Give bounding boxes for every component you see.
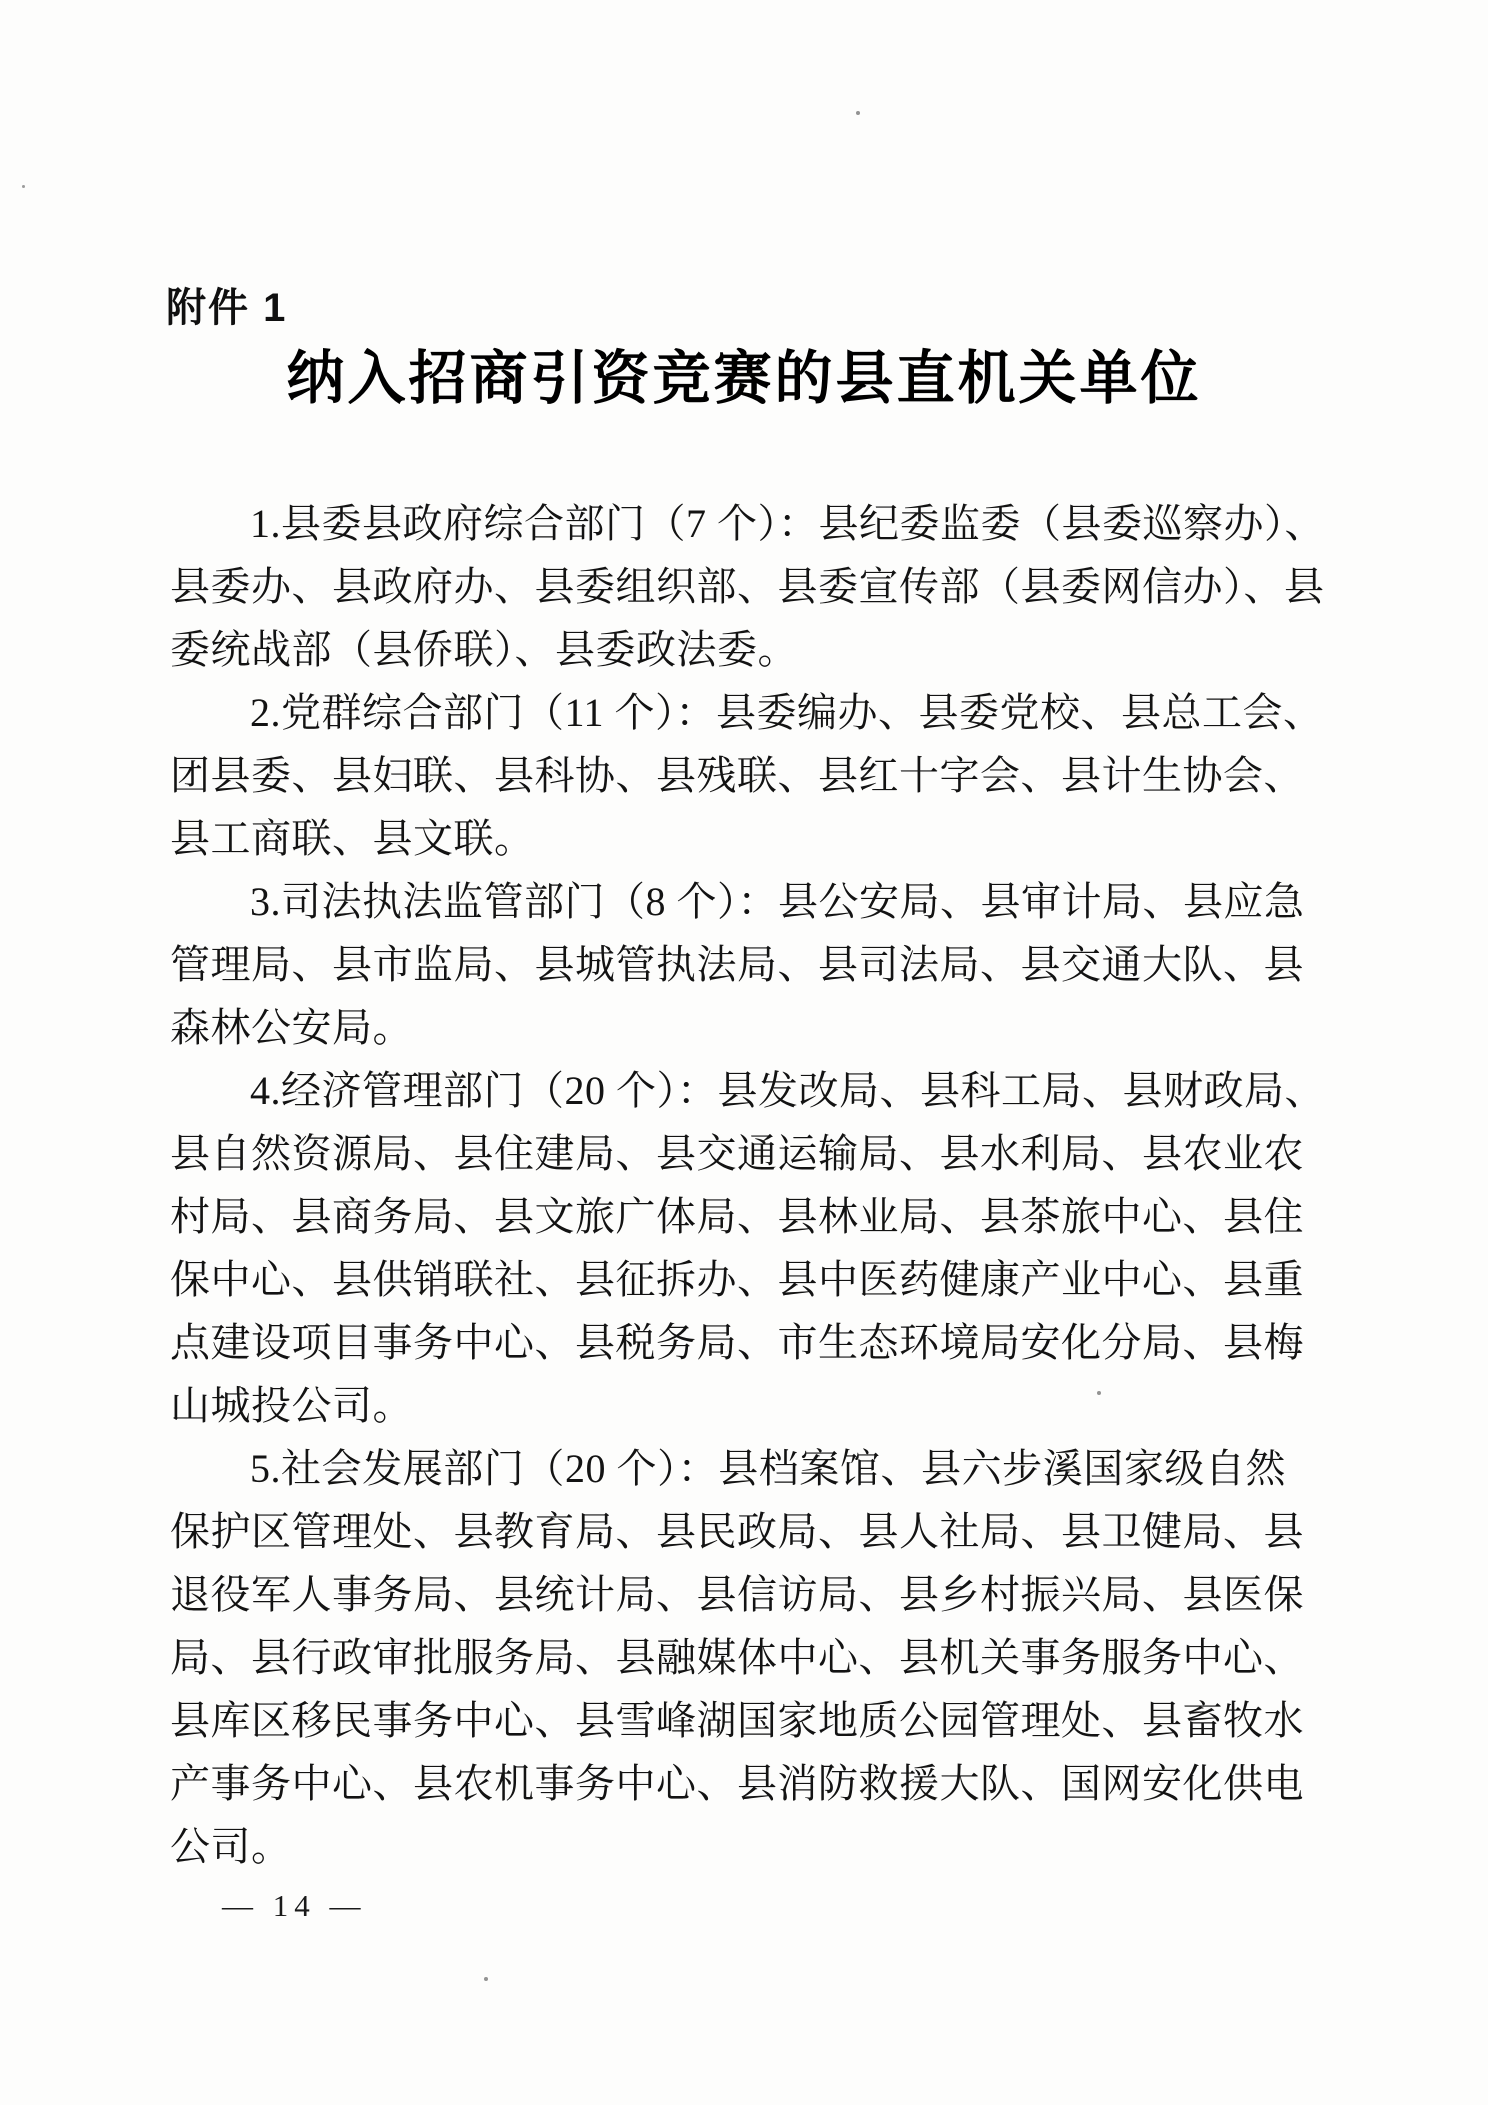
text-line: 保护区管理处、县教育局、县民政局、县人社局、县卫健局、县: [170, 1509, 1304, 1554]
paragraph: [170, 492, 1325, 681]
text-line: 公司。: [170, 1824, 292, 1869]
text-line: 县委办、县政府办、县委组织部、县委宣传部（县委网信办）、县: [170, 564, 1325, 609]
text-line: 局、县行政审批服务局、县融媒体中心、县机关事务服务中心、: [170, 1635, 1304, 1680]
paragraph: [170, 681, 1324, 870]
text-line: 县自然资源局、县住建局、县交通运输局、县水利局、县农业农: [170, 1131, 1304, 1176]
text-line: 委统战部（县侨联）、县委政法委。: [170, 627, 798, 672]
text-line: 团县委、县妇联、县科协、县残联、县红十字会、县计生协会、: [170, 753, 1304, 798]
text-line: 山城投公司。: [170, 1383, 413, 1428]
scan-speck: [484, 1977, 488, 1981]
scan-speck: [1097, 1391, 1101, 1395]
text-line: 产事务中心、县农机事务中心、县消防救援大队、国网安化供电: [170, 1761, 1304, 1806]
page-number: — 14 —: [222, 1888, 367, 1923]
scan-speck: [856, 111, 860, 115]
paragraph: [170, 870, 1305, 1059]
text-line: 县库区移民事务中心、县雪峰湖国家地质公园管理处、县畜牧水: [170, 1698, 1304, 1743]
text-line: 保中心、县供销联社、县征拆办、县中医药健康产业中心、县重: [170, 1257, 1304, 1302]
text-line: 1.县委县政府综合部门（7 个）：县纪委监委（县委巡察办）、: [250, 501, 1325, 546]
paragraph: [170, 1059, 1325, 1437]
paragraph: [170, 1437, 1304, 1878]
text-line: 森林公安局。: [170, 1005, 413, 1050]
scan-speck: [22, 185, 25, 188]
text-line: 3.司法执法监管部门（8 个）：县公安局、县审计局、县应急: [250, 879, 1305, 924]
document-body: [170, 492, 1325, 1878]
attachment-label: 附件 1: [166, 286, 288, 330]
text-line: 2.党群综合部门（11 个）：县委编办、县委党校、县总工会、: [250, 690, 1324, 735]
text-line: 4.经济管理部门（20 个）：县发改局、县科工局、县财政局、: [250, 1068, 1325, 1113]
text-line: 5.社会发展部门（20 个）：县档案馆、县六步溪国家级自然: [250, 1446, 1286, 1491]
text-line: 管理局、县市监局、县城管执法局、县司法局、县交通大队、县: [170, 942, 1304, 987]
page-title: 纳入招商引资竞赛的县直机关单位: [286, 346, 1202, 411]
text-line: 村局、县商务局、县文旅广体局、县林业局、县茶旅中心、县住: [170, 1194, 1304, 1239]
text-line: 县工商联、县文联。: [170, 816, 535, 861]
text-line: 退役军人事务局、县统计局、县信访局、县乡村振兴局、县医保: [170, 1572, 1304, 1617]
text-line: 点建设项目事务中心、县税务局、市生态环境局安化分局、县梅: [170, 1320, 1304, 1365]
